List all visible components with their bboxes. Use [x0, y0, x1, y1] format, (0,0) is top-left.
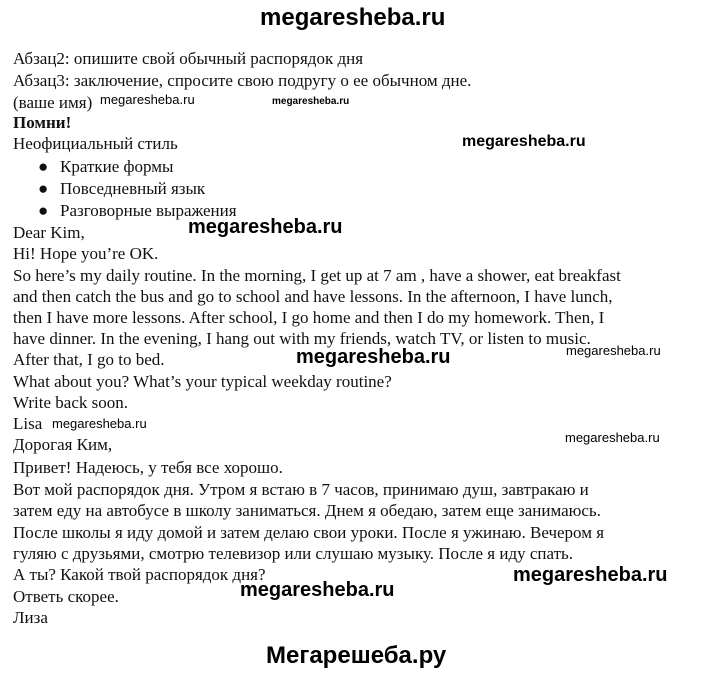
- footer-watermark: Мегарешеба.ру: [266, 642, 447, 669]
- watermark: megaresheba.ru: [240, 579, 395, 601]
- bullet-icon: ●: [38, 157, 49, 176]
- watermark: megaresheba.ru: [100, 92, 195, 107]
- reminder-heading: Помни!: [13, 113, 72, 132]
- bullet-item: ● Краткие формы: [38, 157, 174, 176]
- letter-en-line: Write back soon.: [13, 393, 128, 412]
- letter-ru-line: Привет! Надеюсь, у тебя все хорошо.: [13, 458, 283, 477]
- letter-ru-line: Ответь скорее.: [13, 587, 119, 606]
- watermark: megaresheba.ru: [188, 216, 343, 238]
- task-line: Абзац2: опишите свой обычный распорядок дня: [13, 49, 364, 68]
- letter-ru-line: гуляю с друзьями, смотрю телевизор или слушаю музыку. После я иду спать.: [13, 544, 574, 563]
- letter-ru-line: Дорогая Ким,: [13, 435, 113, 454]
- header-watermark: megaresheba.ru: [260, 4, 446, 31]
- watermark: megaresheba.ru: [513, 564, 668, 586]
- task-line: (ваше имя): [13, 93, 93, 112]
- task-line: Абзац3: заключение, спросите свою подругу о ее обычном дне.: [13, 71, 472, 90]
- letter-en-line: After that, I go to bed.: [13, 350, 165, 369]
- watermark: megaresheba.ru: [566, 343, 661, 358]
- bullet-item: ● Повседневный язык: [38, 179, 206, 198]
- letter-ru-line: Лиза: [13, 608, 48, 627]
- watermark: megaresheba.ru: [565, 430, 660, 445]
- bullet-icon: ●: [38, 179, 49, 198]
- letter-ru-line: А ты? Какой твой распорядок дня?: [13, 565, 266, 584]
- letter-en-line: then I have more lessons. After school, I go home and then I do my homework. Then, I: [13, 308, 605, 327]
- letter-en-line: and then catch the bus and go to school and have lessons. In the afternoon, I have lunch,: [13, 287, 613, 306]
- watermark: megaresheba.ru: [462, 133, 586, 150]
- letter-en-line: have dinner. In the evening, I hang out with my friends, watch TV, or listen to music.: [13, 329, 591, 348]
- letter-en-line: Hi! Hope you’re OK.: [13, 244, 159, 263]
- watermark: megaresheba.ru: [272, 96, 350, 107]
- letter-en-line: Lisa: [13, 414, 43, 433]
- watermark: megaresheba.ru: [296, 346, 451, 368]
- letter-ru-line: Вот мой распорядок дня. Утром я встаю в 7 часов, принимаю душ, завтракаю и: [13, 480, 589, 499]
- style-heading: Неофициальный стиль: [13, 134, 178, 153]
- letter-en-line: Dear Kim,: [13, 223, 85, 242]
- bullet-icon: ●: [38, 201, 49, 220]
- letter-en-line: What about you? What’s your typical weekday routine?: [13, 372, 392, 391]
- letter-ru-line: затем еду на автобусе в школу заниматься. Днем я обедаю, затем еще занимаюсь.: [13, 501, 601, 520]
- bullet-item: ● Разговорные выражения: [38, 201, 237, 220]
- letter-en-line: So here’s my daily routine. In the morning, I get up at 7 am , have a shower, eat breakfast: [13, 266, 621, 285]
- watermark: megaresheba.ru: [52, 416, 147, 431]
- letter-ru-line: После школы я иду домой и затем делаю свои уроки. После я ужинаю. Вечером я: [13, 523, 605, 542]
